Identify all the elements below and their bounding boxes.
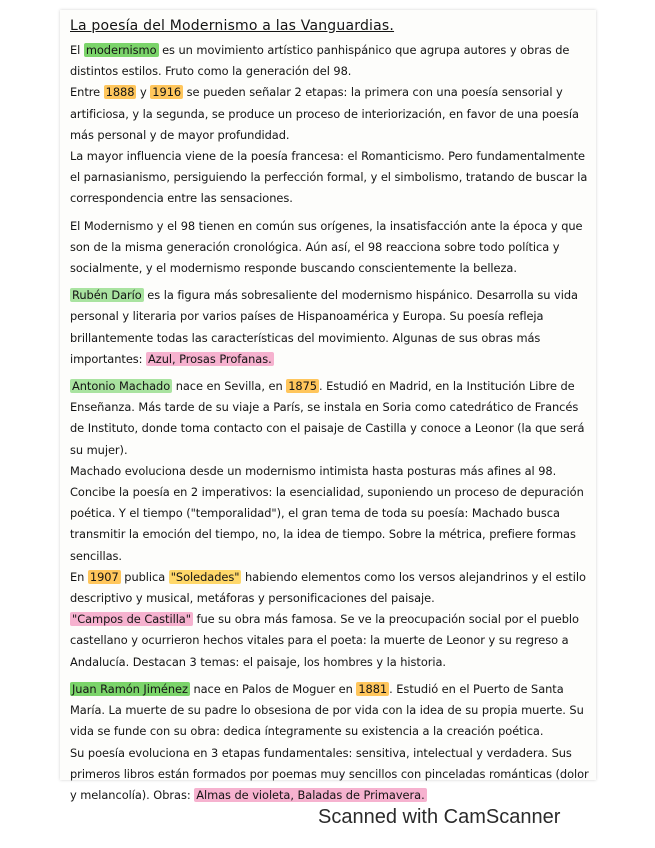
highlight-ruben-dario: Rubén Darío <box>72 288 142 303</box>
paragraph-etapas <box>70 82 590 146</box>
paragraph-campos-castilla <box>70 609 590 673</box>
highlight-year-1907: 1907 <box>89 569 119 584</box>
page-title: La poesía del Modernismo a las Vanguardias. <box>70 18 395 34</box>
highlight-ruben-works: Azul, Prosas Profanas. <box>148 351 272 366</box>
highlight-campos-castilla: "Campos de Castilla" <box>72 612 191 627</box>
text-segment: El <box>70 43 84 57</box>
text-segment: Entre <box>70 85 104 100</box>
scanned-page <box>60 10 596 802</box>
highlight-jrj-works: Almas de violeta, Baladas de Primavera. <box>196 787 425 802</box>
paragraph-evolucion-jrj <box>70 743 590 807</box>
highlight-soledades: "Soledades" <box>170 569 240 584</box>
highlight-year-1916: 1916 <box>152 85 182 100</box>
text-segment: se pueden señalar 2 etapas: la primera con una poesía sensorial y artificiosa, y la segunda, se produce un proceso de interiorización, en favor de una poesía más personal y de mayor profundidad. <box>70 85 579 142</box>
notes-content <box>70 14 590 806</box>
paragraph-antonio-machado <box>70 376 590 461</box>
highlight-antonio-machado: Antonio Machado <box>72 379 171 394</box>
text-segment: y <box>136 85 151 100</box>
text-segment: publica <box>120 569 169 584</box>
text-segment: nace en Palos de Moguer en <box>189 681 357 696</box>
highlight-year-1888: 1888 <box>105 85 135 100</box>
text-segment: es un movimiento artístico panhispánico que agrupa autores y obras de distintos estilos. Fruto como la generación del 98. <box>70 43 570 79</box>
text-segment: habiendo elementos como los versos alejandrinos y el estilo descriptivo y musical, metáforas y personificaciones del paisaje. <box>70 569 586 606</box>
paragraph-influencia: La mayor influencia viene de la poesía francesa: el Romanticismo. Pero fundamentalmente el parnasianismo, persiguiendo la perfección formal, y el simbolismo, tratando de buscar la correspondencia entre las sensaciones. <box>70 149 588 206</box>
paragraph-modernismo <box>70 40 590 82</box>
paragraph-juan-ramon-jimenez <box>70 679 590 743</box>
paragraph-soledades <box>70 567 590 609</box>
paragraph-machado-evolucion: Machado evoluciona desde un modernismo intimista hasta posturas más afines al 98. Concibe la poesía en 2 imperativos: la esencialidad, suponiendo un proceso de depuración poética. Y el tiempo ("temporalidad"), el gran tema de toda su poesía: Machado busca transmitir la emoción del tiempo, no, la idea de tiempo. Sobre la métrica, prefiere formas sencillas. <box>70 463 584 563</box>
paragraph-ruben-dario <box>70 285 590 370</box>
text-segment: fue su obra más famosa. Se ve la preocupación social por el pueblo castellano y ocurrieron hechos vitales para el poeta: la muerte de Leonor y su regreso a Andalucía. Destacan 3 temas: el paisaje, los hombres y la historia. <box>70 612 579 669</box>
highlight-year-1881: 1881 <box>358 681 388 696</box>
text-segment: En <box>70 569 88 584</box>
text-segment: . Estudió en Madrid, en la Institución Libre de Enseñanza. Más tarde de su viaje a París, se instala en Soria como catedrático de Francés de Instituto, donde toma contacto con el paisaje de Castilla y conoce a Leonor (la que será su mujer). <box>70 379 585 457</box>
text-segment: es la figura más sobresaliente del modernismo hispánico. Desarrolla su vida personal y literaria por varios países de Hispanoamérica y Europa. Su poesía refleja brillantemente todas las características del movimiento. Algunas de sus obras más importantes: <box>70 288 578 366</box>
camscanner-watermark: Scanned with CamScanner <box>318 806 561 828</box>
text-segment: nace en Sevilla, en <box>172 379 287 394</box>
paragraph-modernismo-98: El Modernismo y el 98 tienen en común sus orígenes, la insatisfacción ante la época y que son de la misma generación cronológica. Aún así, el 98 reacciona sobre todo política y socialmente, y el modernismo responde buscando conscientemente la belleza. <box>70 218 583 276</box>
highlight-modernismo: modernismo <box>85 43 157 57</box>
highlight-juan-ramon-jimenez: Juan Ramón Jiménez <box>72 681 188 696</box>
text-segment: . Estudió en el Puerto de Santa María. La muerte de su padre lo obsesiona de por vida con la idea de su propia muerte. Su vida se funde con su obra: dedica íntegramente su existencia a la creación poética. <box>70 681 584 739</box>
text-segment: Su poesía evoluciona en 3 etapas fundamentales: sensitiva, intelectual y verdadera. Sus primeros libros están formados por poemas muy sencillos con pinceladas románticas (dolor y melancolía). Obras: <box>70 745 589 802</box>
highlight-year-1875: 1875 <box>288 379 317 394</box>
